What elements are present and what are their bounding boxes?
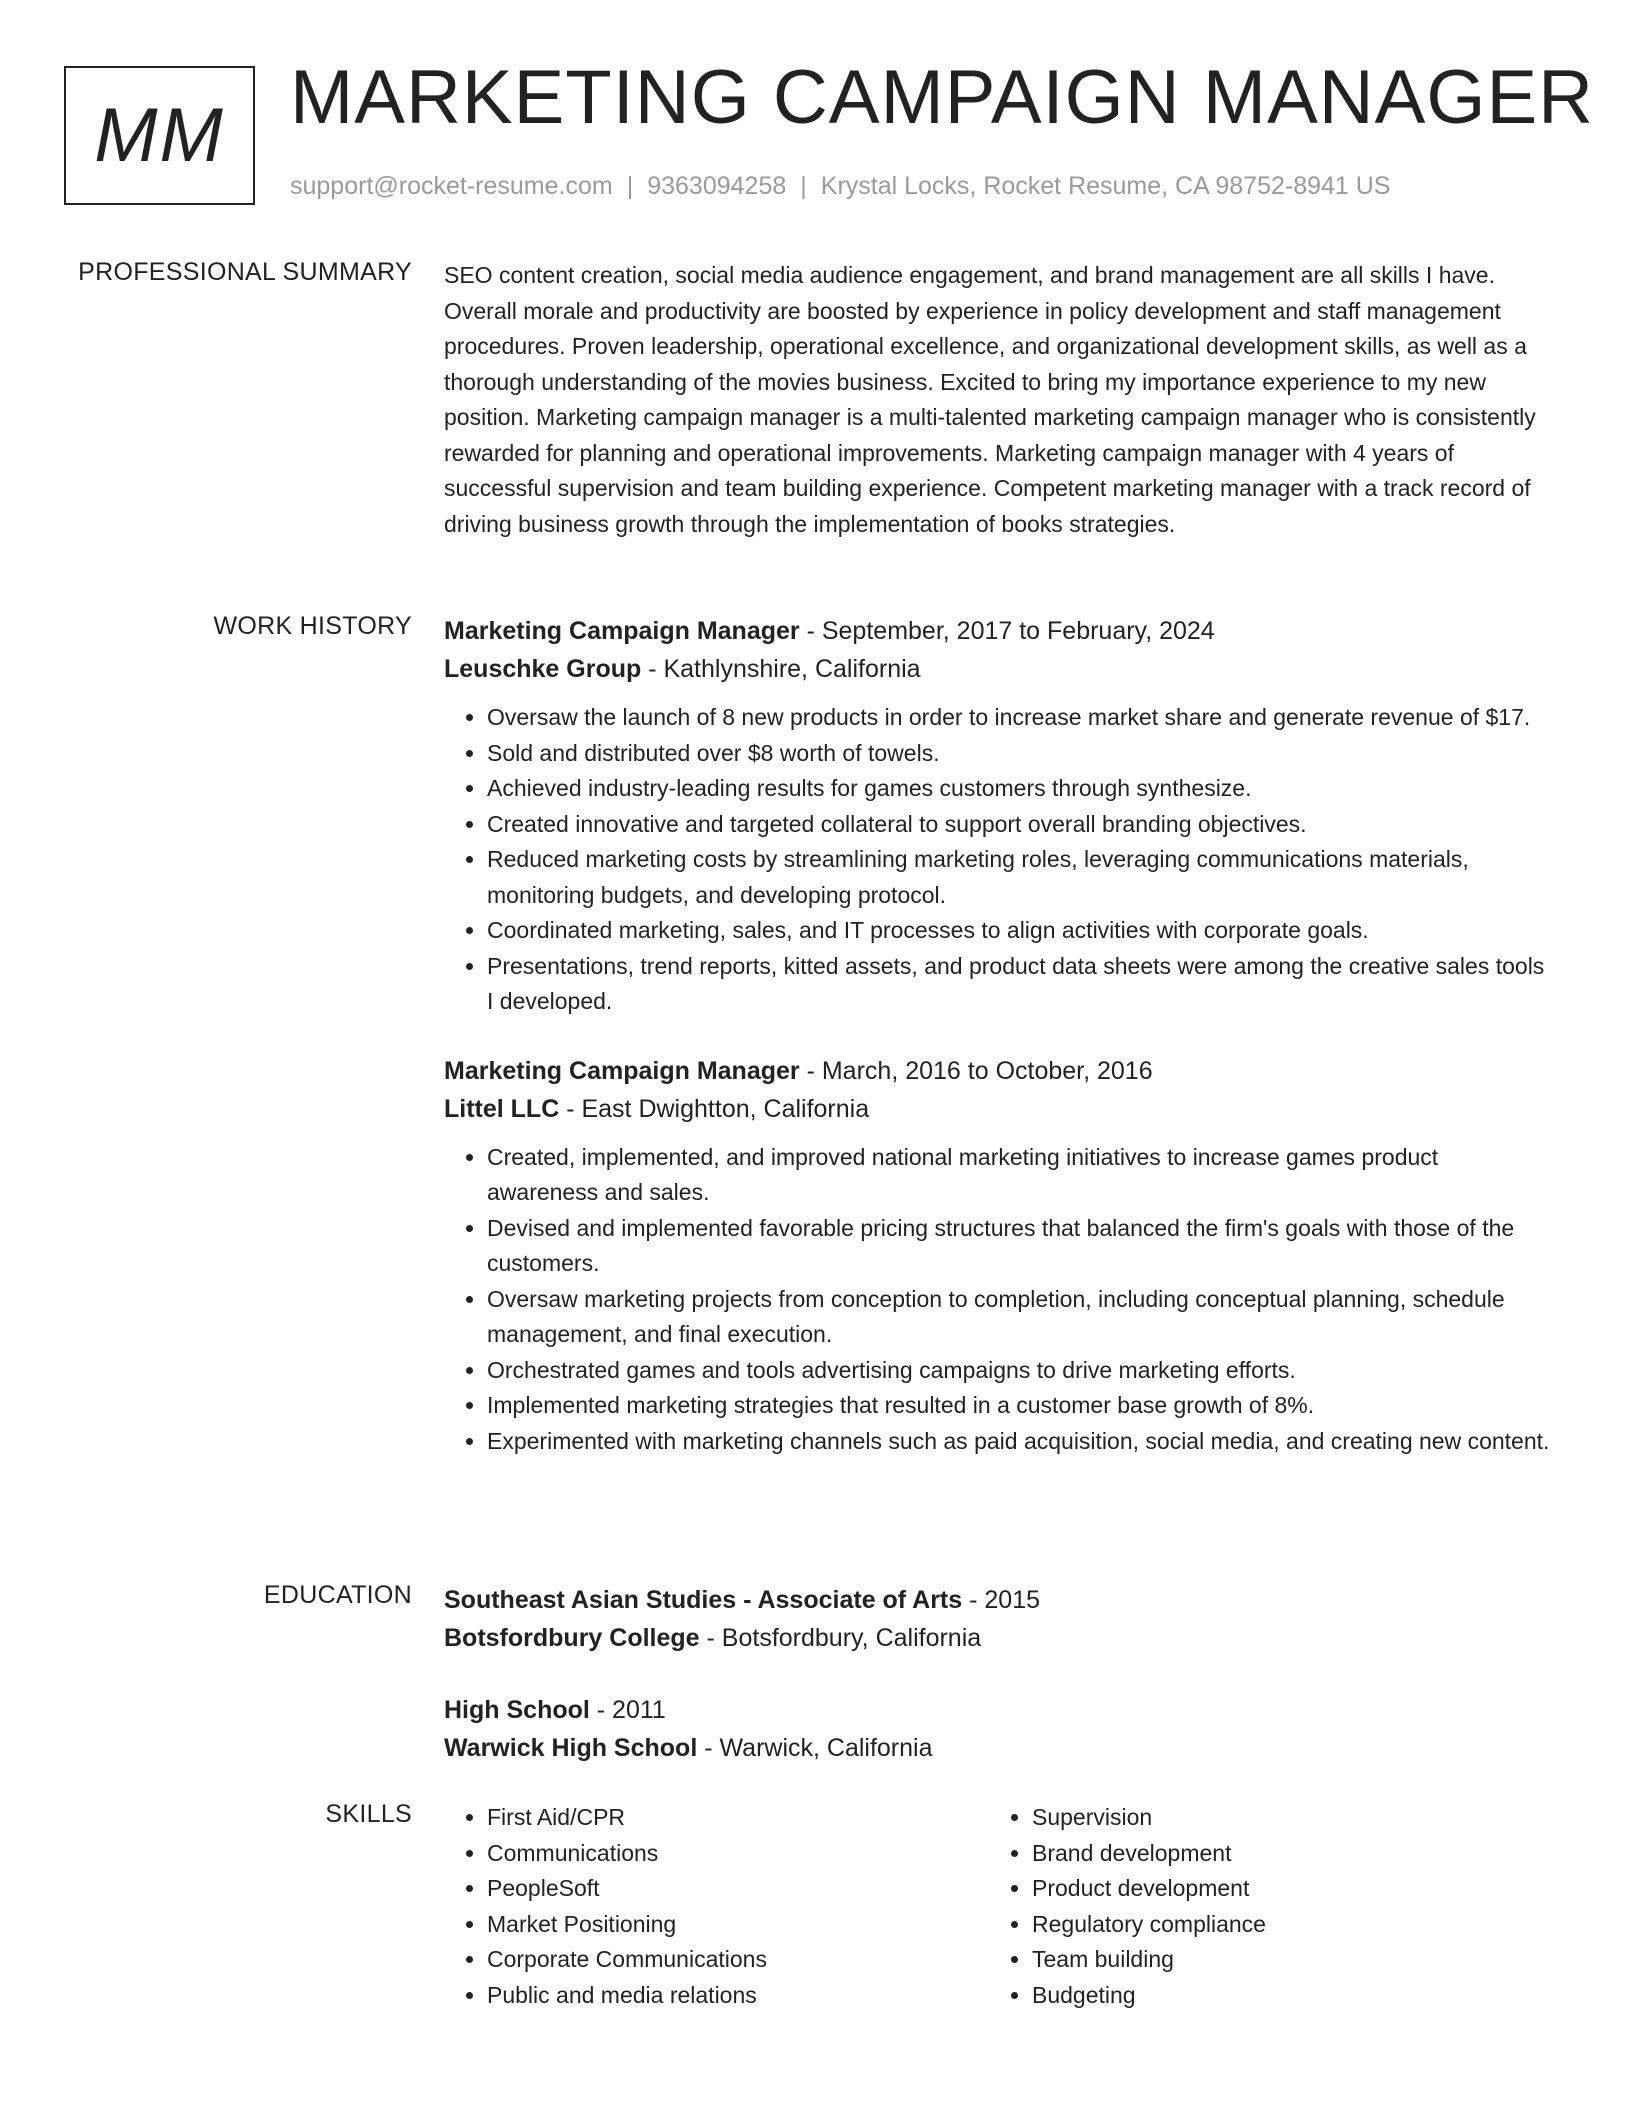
company-location: - East Dwightton, California bbox=[559, 1094, 870, 1123]
job-bullets bbox=[444, 1140, 1554, 1460]
degree-year: - 2015 bbox=[962, 1586, 1041, 1614]
skill-item: • Brand development bbox=[1032, 1836, 1534, 1872]
skills-body bbox=[444, 1800, 1554, 2013]
skill-item: • Product development bbox=[1032, 1871, 1534, 1907]
education-entry bbox=[444, 1691, 1554, 1767]
job-bullet: • Devised and implemented favorable pricing structures that balanced the firm's goals with those of the customers. bbox=[487, 1211, 1554, 1282]
skill-item: • Communications bbox=[487, 1836, 989, 1872]
skills-list-right bbox=[989, 1800, 1534, 2013]
job-bullet: • Experimented with marketing channels such as paid acquisition, social media, and creating new content. bbox=[487, 1424, 1554, 1460]
job-dates: - March, 2016 to October, 2016 bbox=[799, 1056, 1153, 1085]
summary-body bbox=[444, 258, 1554, 542]
school-name: Botsfordbury College bbox=[444, 1624, 700, 1652]
job-bullet: • Coordinated marketing, sales, and IT processes to align activities with corporate goals. bbox=[487, 913, 1554, 949]
contact-separator: | bbox=[626, 172, 634, 200]
skill-item: • Regulatory compliance bbox=[1032, 1907, 1534, 1943]
company-line bbox=[444, 650, 1554, 688]
job-bullet: • Oversaw marketing projects from conception to completion, including conceptual planning, schedule management, and final execution. bbox=[487, 1282, 1554, 1353]
school-location: - Warwick, California bbox=[697, 1734, 933, 1762]
job-bullet: • Oversaw the launch of 8 new products in order to increase market share and generate revenue of $17. bbox=[487, 700, 1554, 736]
skill-item: • Corporate Communications bbox=[487, 1942, 989, 1978]
monogram: MM bbox=[64, 66, 255, 205]
school-line bbox=[444, 1729, 1554, 1767]
job-bullet: • Presentations, trend reports, kitted assets, and product data sheets were among the creative sales tools I developed. bbox=[487, 949, 1554, 1020]
company-name: Leuschke Group bbox=[444, 655, 642, 683]
job-bullet: • Created, implemented, and improved national marketing initiatives to increase games product awareness and sales. bbox=[487, 1140, 1554, 1211]
skill-item: • Public and media relations bbox=[487, 1978, 989, 2014]
skill-item: • Supervision bbox=[1032, 1800, 1534, 1836]
job-bullets bbox=[444, 700, 1554, 1020]
company-name: Littel LLC bbox=[444, 1094, 560, 1123]
company-line bbox=[444, 1090, 1554, 1128]
education-entry bbox=[444, 1581, 1554, 1657]
job-title: Marketing Campaign Manager bbox=[444, 1056, 800, 1085]
section-label-summary: PROFESSIONAL SUMMARY bbox=[78, 258, 412, 286]
skill-item: • Team building bbox=[1032, 1942, 1534, 1978]
contact-line bbox=[290, 172, 1390, 201]
skill-item: • Market Positioning bbox=[487, 1907, 989, 1943]
contact-phone: 9363094258 bbox=[647, 172, 787, 200]
skill-item: • Budgeting bbox=[1032, 1978, 1534, 2014]
resume-title: MARKETING CAMPAIGN MANAGER bbox=[290, 55, 1595, 140]
skill-item: • PeopleSoft bbox=[487, 1871, 989, 1907]
degree-line bbox=[444, 1581, 1554, 1619]
degree-line bbox=[444, 1691, 1554, 1729]
section-label-education: EDUCATION bbox=[263, 1581, 412, 1609]
degree-year: - 2011 bbox=[589, 1696, 666, 1724]
job-dates: - September, 2017 to February, 2024 bbox=[799, 617, 1215, 645]
school-location: - Botsfordbury, California bbox=[699, 1624, 982, 1652]
education-body bbox=[444, 1581, 1554, 1767]
section-label-skills: SKILLS bbox=[325, 1800, 412, 1828]
job-bullet: • Achieved industry-leading results for games customers through synthesize. bbox=[487, 771, 1554, 807]
school-line bbox=[444, 1619, 1554, 1657]
summary-text: SEO content creation, social media audience engagement, and brand management are all skills I have. Overall morale and productivity are boosted by experience in policy development and staff management procedures. Proven leadership, operational excellence, and organizational development skills, as well as a thorough understanding of the movies business. Excited to bring my importance experience to my new position. Marketing campaign manager is a multi-talented marketing campaign manager who is consistently rewarded for planning and operational improvements. Marketing campaign manager with 4 years of successful supervision and team building experience. Competent marketing manager with a track record of driving business growth through the implementation of books strategies. bbox=[444, 262, 1536, 537]
job-bullet: • Reduced marketing costs by streamlining marketing roles, leveraging communications materials, monitoring budgets, and developing protocol. bbox=[487, 842, 1554, 913]
degree-name: High School bbox=[444, 1696, 590, 1724]
degree-name: Southeast Asian Studies - Associate of Arts bbox=[444, 1586, 963, 1614]
job-bullet: • Sold and distributed over $8 worth of towels. bbox=[487, 736, 1554, 772]
skill-item: • First Aid/CPR bbox=[487, 1800, 989, 1836]
school-name: Warwick High School bbox=[444, 1734, 698, 1762]
section-label-work-history: WORK HISTORY bbox=[213, 612, 412, 640]
job-title: Marketing Campaign Manager bbox=[444, 617, 800, 645]
job-title-line bbox=[444, 612, 1554, 650]
job-bullet: • Created innovative and targeted collateral to support overall branding objectives. bbox=[487, 807, 1554, 843]
job-entry bbox=[444, 1052, 1554, 1460]
contact-address: Krystal Locks, Rocket Resume, CA 98752-8941 US bbox=[820, 172, 1391, 200]
job-entry bbox=[444, 612, 1554, 1020]
job-bullet: • Orchestrated games and tools advertising campaigns to drive marketing efforts. bbox=[487, 1353, 1554, 1389]
job-title-line bbox=[444, 1052, 1554, 1090]
skills-list-left bbox=[444, 1800, 989, 2013]
work-history-body bbox=[444, 612, 1554, 1459]
job-bullet: • Implemented marketing strategies that resulted in a customer base growth of 8%. bbox=[487, 1388, 1554, 1424]
contact-email: support@rocket-resume.com bbox=[290, 172, 613, 200]
company-location: - Kathlynshire, California bbox=[641, 655, 921, 683]
skills-columns bbox=[444, 1800, 1554, 2013]
contact-separator: | bbox=[800, 172, 807, 200]
